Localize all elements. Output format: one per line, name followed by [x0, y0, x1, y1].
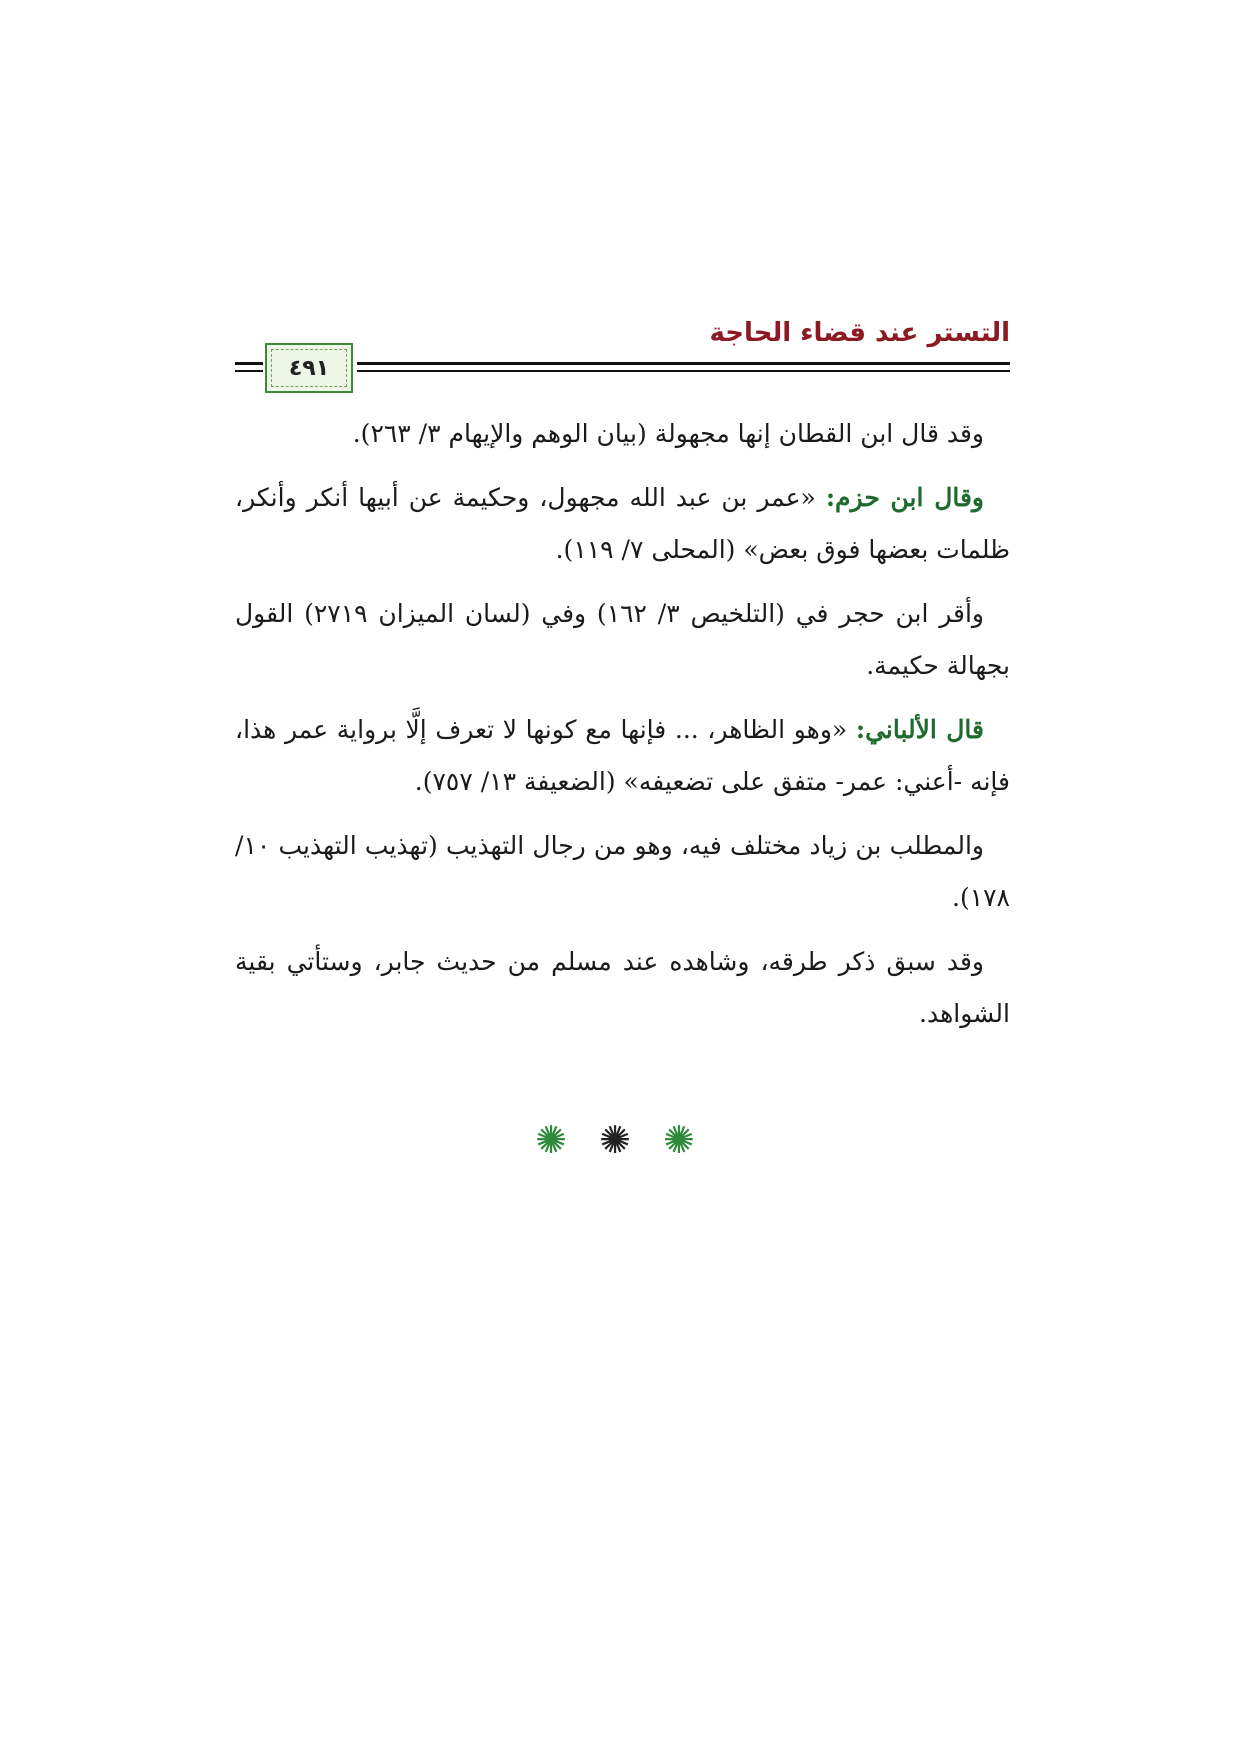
speaker-label: وقال ابن حزم: [825, 483, 984, 512]
chapter-title: التستر عند قضاء الحاجة [709, 318, 1010, 348]
paragraph [235, 936, 1010, 1040]
paragraph [235, 704, 1010, 808]
page-body [235, 408, 1010, 1052]
paragraph [235, 472, 1010, 576]
paragraph-text: «وهو الظاهر، ... فإنها مع كونها لا تعرف إلَّا برواية عمر هذا، فإنه -أعني: عمر- متفق على تضعيفه» (الضعيفة ١٣/ ٧٥٧). [235, 715, 1010, 796]
green-star-ornament-icon: ✺ [535, 1118, 577, 1162]
paragraph [235, 820, 1010, 924]
page-number: ٤٩١ [288, 355, 330, 381]
paragraph-text: وقد قال ابن القطان إنها مجهولة (بيان الوهم والإيهام ٣/ ٢٦٣). [352, 419, 984, 448]
page-number-badge [265, 343, 353, 393]
speaker-label: قال الألباني: [855, 715, 984, 744]
section-end-ornament [0, 1118, 1240, 1162]
page-header [235, 310, 1010, 390]
green-star-ornament-icon: ✺ [663, 1118, 705, 1162]
header-rule-right [357, 362, 1010, 374]
paragraph-text: وقد سبق ذكر طرقه، وشاهده عند مسلم من حديث جابر، وستأتي بقية الشواهد. [235, 947, 1010, 1028]
paragraph-text: والمطلب بن زياد مختلف فيه، وهو من رجال التهذيب (تهذيب التهذيب ١٠/ ١٧٨). [235, 831, 1010, 912]
paragraph [235, 408, 1010, 460]
paragraph [235, 588, 1010, 692]
header-rule-left [235, 362, 263, 374]
paragraph-text: وأقر ابن حجر في (التلخيص ٣/ ١٦٢) وفي (لسان الميزان ٢٧١٩) القول بجهالة حكيمة. [235, 599, 1010, 680]
dark-star-ornament-icon: ✺ [599, 1118, 641, 1162]
paragraph-text: «عمر بن عبد الله مجهول، وحكيمة عن أبيها أنكر وأنكر، ظلمات بعضها فوق بعض» (المحلى ٧/ ١١٩). [235, 483, 1010, 564]
